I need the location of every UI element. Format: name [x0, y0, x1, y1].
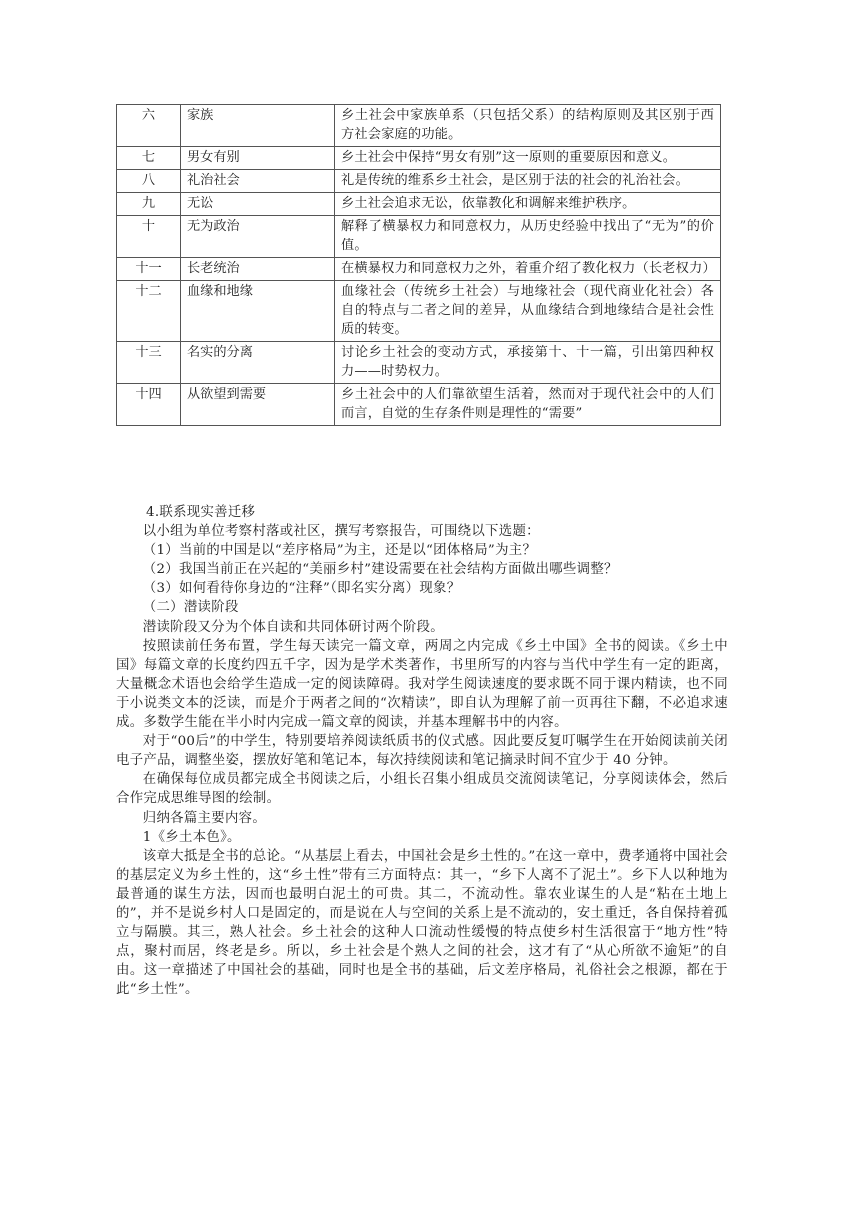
paragraph: 在确保每位成员都完成全书阅读之后，小组长召集小组成员交流阅读笔记，分享阅读体会，然后合作完成思维导图的绘制。 [116, 772, 728, 807]
paragraph: 归纳各篇主要内容。 [142, 810, 267, 826]
table-row [117, 105, 721, 147]
paragraph: 以小组为单位考察村落或社区，撰写考察报告，可围绕以下选题： [142, 524, 540, 540]
chapter-title: 无为政治 [181, 216, 335, 258]
chapter-title: 血缘和地缘 [181, 281, 335, 342]
paragraph: 该章大抵是全书的总论。“从基层上看去，中国社会是乡土性的。”在这一章中，费孝通将中国社会的基层定义为乡土性的，这“乡土性”带有三方面特点：其一，“乡下人离不了泥土”。乡下人以种地为最普通的谋生方法，因而也最明白泥土的可贵。其二，不流动性。靠农业谋生的人是“粘在土地上的”，并不是说乡村人口是固定的，而是说在人与空间的关系上是不流动的，安土重迁，各自保持着孤立与隔膜。其三，熟人社会。乡土社会的这种人口流动性缓慢的特点使乡村生活很富于“地方性”特点，聚村而居，终老是乡。所以，乡土社会是个熟人之间的社会，这才有了“从心所欲不逾矩”的自由。这一章描述了中国社会的基础，同时也是全书的基础，后文差序格局，礼俗社会之根源，都在于此“乡土性”。 [116, 848, 728, 998]
chapter-number: 九 [117, 193, 181, 216]
chapter-description: 礼是传统的维系乡土社会，是区别于法的社会的礼治社会。 [335, 170, 721, 193]
paragraph: 潜读阶段又分为个体自读和共同体研讨两个阶段。 [142, 619, 444, 635]
chapter-description: 乡土社会追求无讼，依靠教化和调解来维护秩序。 [335, 193, 721, 216]
table-row [117, 193, 721, 216]
table-row [117, 170, 721, 193]
chapter-number: 十三 [117, 342, 181, 384]
table-row [117, 281, 721, 342]
paragraph: （3）如何看待你身边的“注释”（即名实分离）现象？ [142, 581, 461, 597]
paragraph: 对于“00后”的中学生，特别要培养阅读纸质书的仪式感。因此要反复叮嘱学生在开始阅读前关闭电子产品，调整坐姿，摆放好笔和笔记本，每次持续阅读和笔记摘录时间不宜少于 40 分钟。 [116, 734, 728, 769]
paragraph: 按照读前任务布置，学生每天读完一篇文章，两周之内完成《乡土中国》全书的阅读。《乡土中国》每篇文章的长度约四五千字，因为是学术类著作，书里所写的内容与当代中学生有一定的距离，大量概念术语也会给学生造成一定的阅读障碍。我对学生阅读速度的要求既不同于课内精读，也不同于小说类文本的泛读，而是介于两者之间的“次精读”，即自认为理解了前一页再往下翻，不必追求速成。多数学生能在半小时内完成一篇文章的阅读，并基本理解书中的内容。 [116, 638, 728, 731]
chapter-description: 讨论乡土社会的变动方式，承接第十、十一篇，引出第四种权力——时势权力。 [335, 342, 721, 384]
chapter-title: 无讼 [181, 193, 335, 216]
chapter-number: 十二 [117, 281, 181, 342]
chapter-title: 男女有别 [181, 147, 335, 170]
paragraph: （1）当前的中国是以“差序格局”为主，还是以“团体格局”为主？ [142, 543, 537, 559]
chapter-title: 从欲望到需要 [181, 384, 335, 426]
chapter-description: 乡土社会中家族单系（只包括父系）的结构原则及其区别于西方社会家庭的功能。 [335, 105, 721, 147]
chapter-description: 解释了横暴权力和同意权力，从历史经验中找出了“无为”的价值。 [335, 216, 721, 258]
table-row [117, 216, 721, 258]
section-heading: 1《乡土本色》。 [142, 829, 241, 845]
table-row [117, 384, 721, 426]
table-row [117, 258, 721, 281]
paragraph: （2）我国当前正在兴起的“美丽乡村”建设需要在社会结构方面做出哪些调整？ [142, 562, 618, 578]
section-heading: （二）潜读阶段 [142, 600, 239, 616]
chapter-number: 八 [117, 170, 181, 193]
chapter-number: 十四 [117, 384, 181, 426]
section-heading: 4.联系现实善迁移 [146, 505, 256, 520]
chapter-description: 在横暴权力和同意权力之外，着重介绍了教化权力（长老权力） [335, 258, 721, 281]
chapter-number: 六 [117, 105, 181, 147]
chapter-title: 家族 [181, 105, 335, 147]
chapter-description: 血缘社会（传统乡土社会）与地缘社会（现代商业化社会）各自的特点与二者之间的差异，从血缘结合到地缘结合是社会性质的转变。 [335, 281, 721, 342]
chapter-description: 乡土社会中保持“男女有别”这一原则的重要原因和意义。 [335, 147, 721, 170]
chapter-title: 礼治社会 [181, 170, 335, 193]
chapter-title: 长老统治 [181, 258, 335, 281]
chapter-summary-table [116, 104, 721, 426]
chapter-title: 名实的分离 [181, 342, 335, 384]
table-body [117, 105, 721, 426]
chapter-description: 乡土社会中的人们靠欲望生活着，然而对于现代社会中的人们而言，自觉的生存条件则是理性的“需要” [335, 384, 721, 426]
chapter-number: 十 [117, 216, 181, 258]
body-text [116, 503, 728, 999]
table-row [117, 342, 721, 384]
chapter-number: 七 [117, 147, 181, 170]
chapter-number: 十一 [117, 258, 181, 281]
table-row [117, 147, 721, 170]
